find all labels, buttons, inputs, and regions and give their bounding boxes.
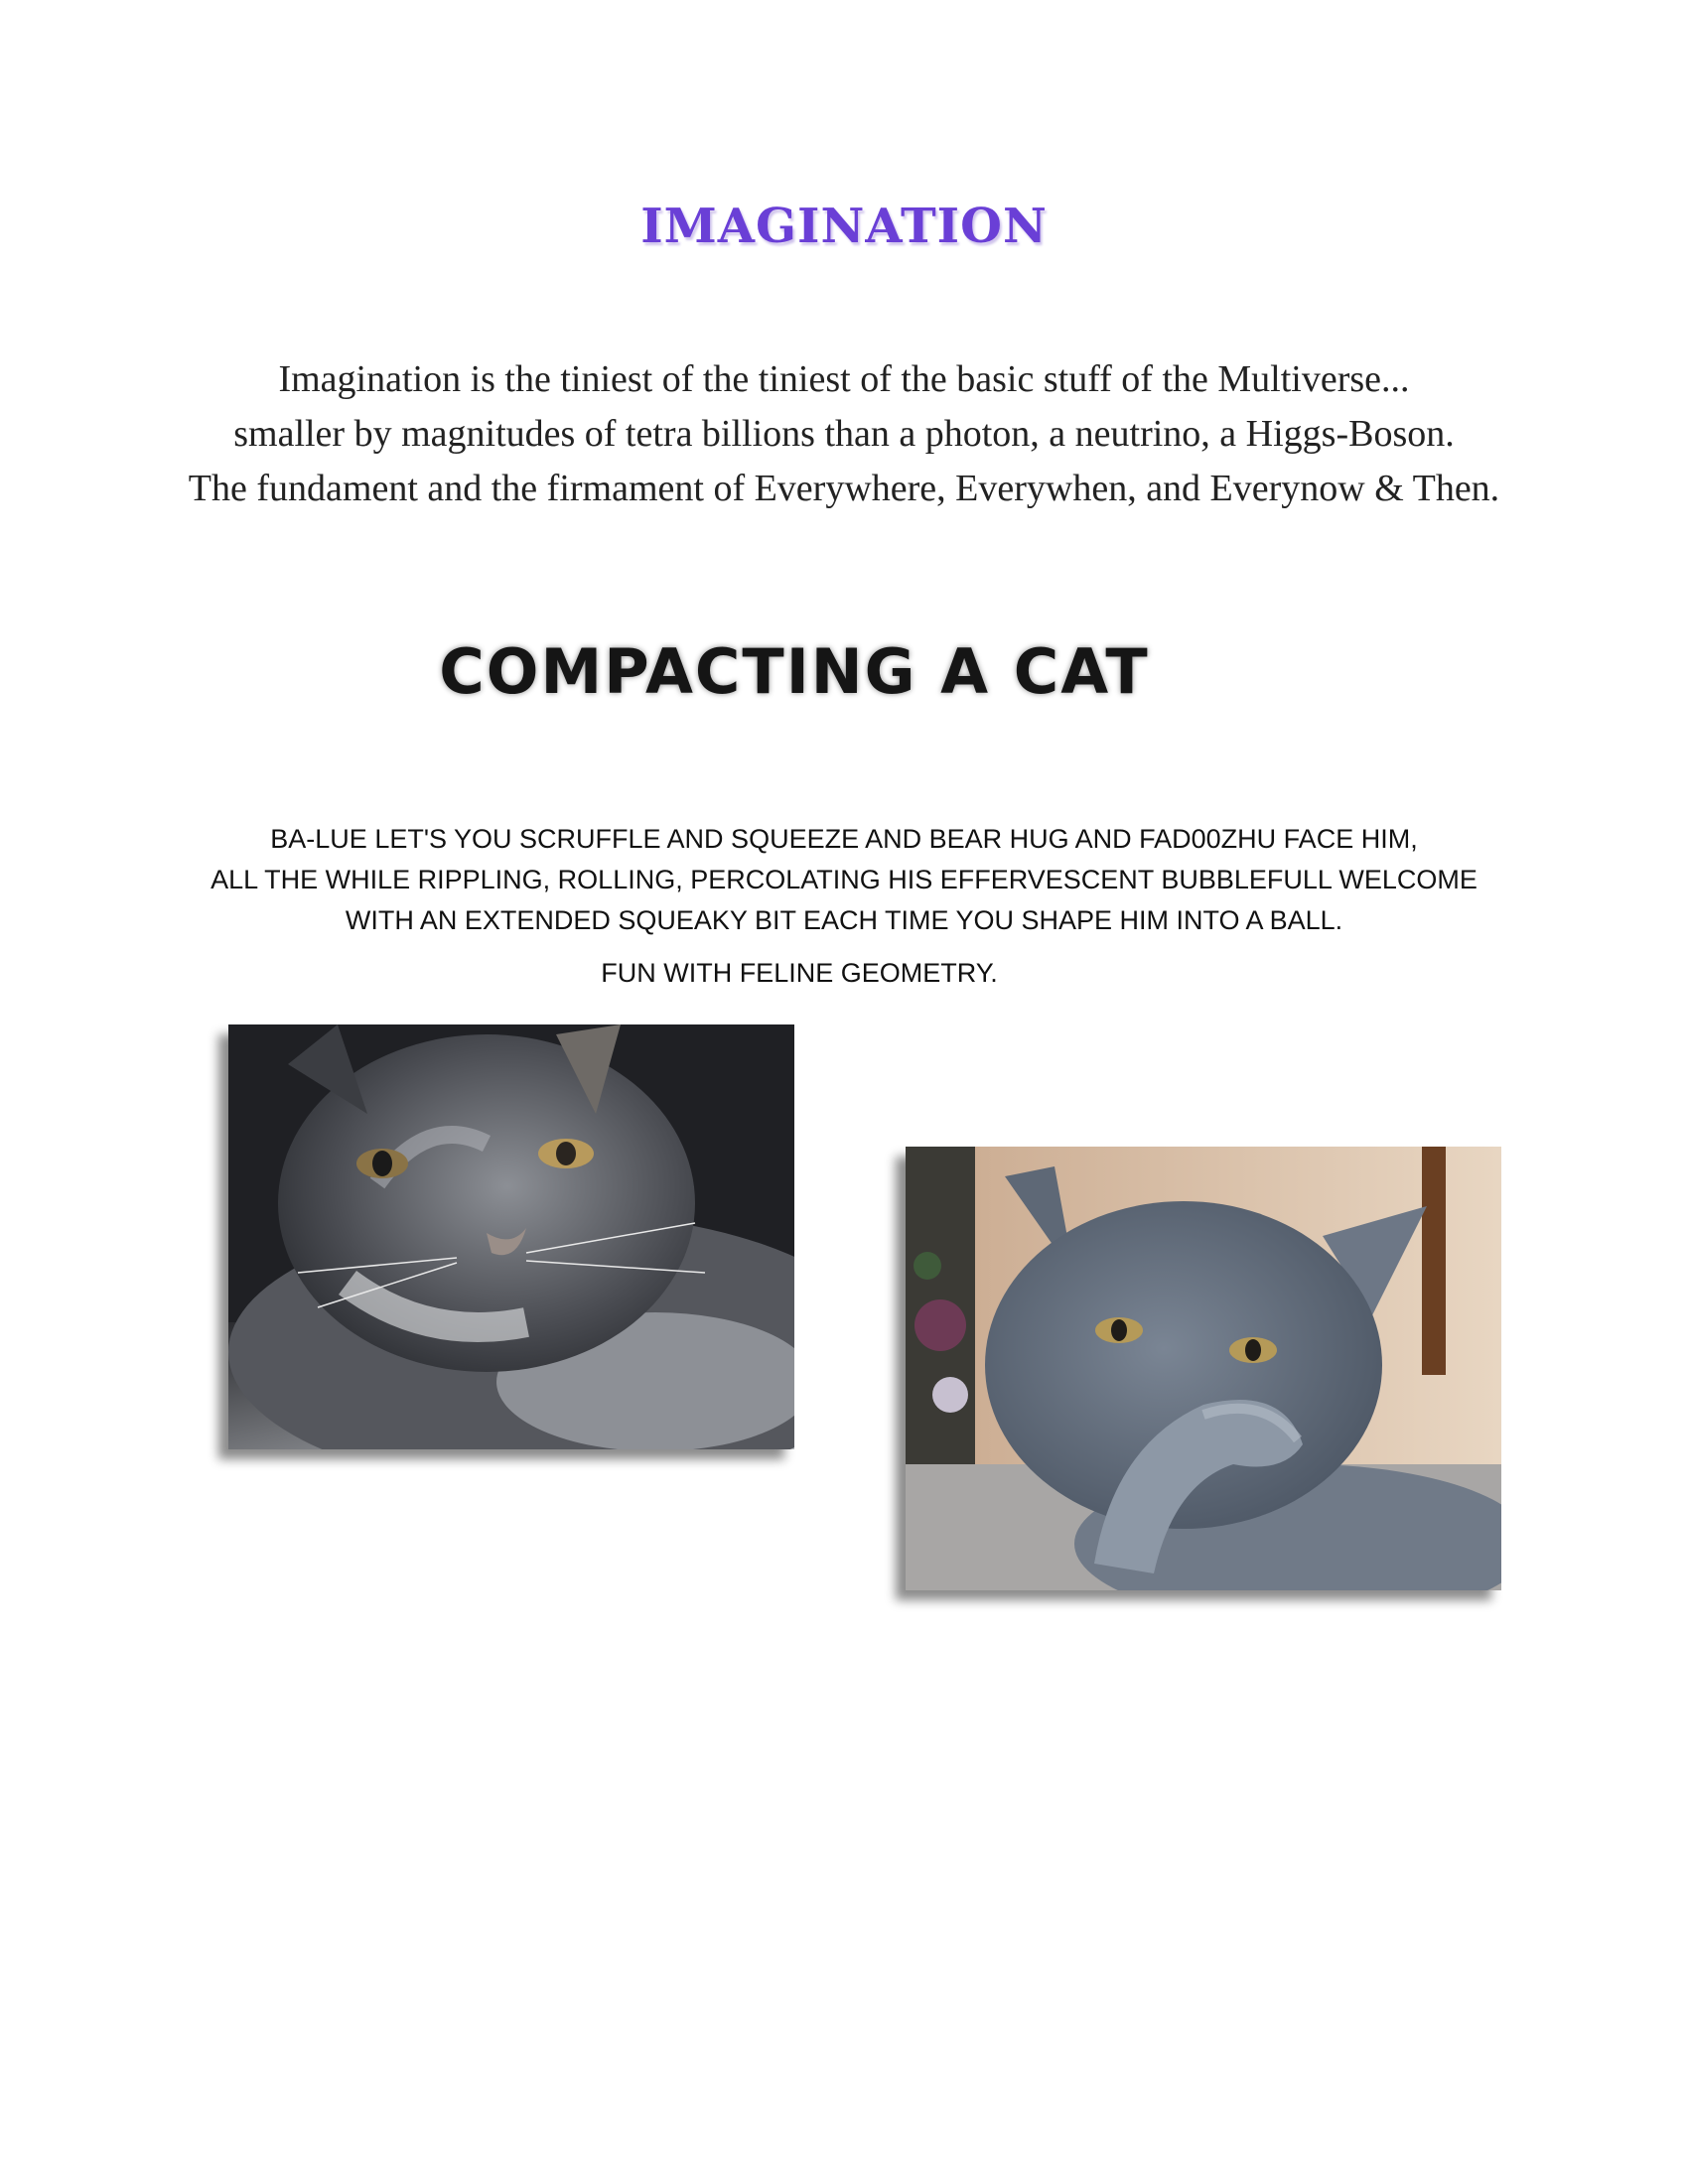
intro-line: smaller by magnitudes of tetra billions than a photon, a neutrino, a Higgs-Boson. [233, 413, 1455, 455]
description-line: WITH AN EXTENDED SQUEAKY BIT EACH TIME YOU SHAPE HIM INTO A BALL. [345, 905, 1343, 935]
intro-paragraph [40, 352, 1648, 516]
description-line: ALL THE WHILE RIPPLING, ROLLING, PERCOLATING HIS EFFERVESCENT BUBBLEFULL WELCOME [211, 865, 1477, 894]
intro-line: Imagination is the tiniest of the tiniest of the basic stuff of the Multiverse... [278, 358, 1410, 400]
cat-photo-sunlit [228, 1024, 794, 1449]
intro-line: The fundament and the firmament of Everywhere, Everywhen, and Everynow & Then. [188, 468, 1500, 509]
cat-photo-paw [906, 1147, 1501, 1590]
photo-caption: FUN WITH FELINE GEOMETRY. [601, 958, 998, 988]
cat-description [0, 819, 1688, 941]
imagination-heading: IMAGINATION [640, 199, 1048, 254]
compacting-a-cat-heading: COMPACTING A CAT [439, 635, 1150, 708]
description-line: BA-LUE LET'S YOU SCRUFFLE AND SQUEEZE AND BEAR HUG AND FAD00ZHU FACE HIM, [270, 824, 1418, 854]
